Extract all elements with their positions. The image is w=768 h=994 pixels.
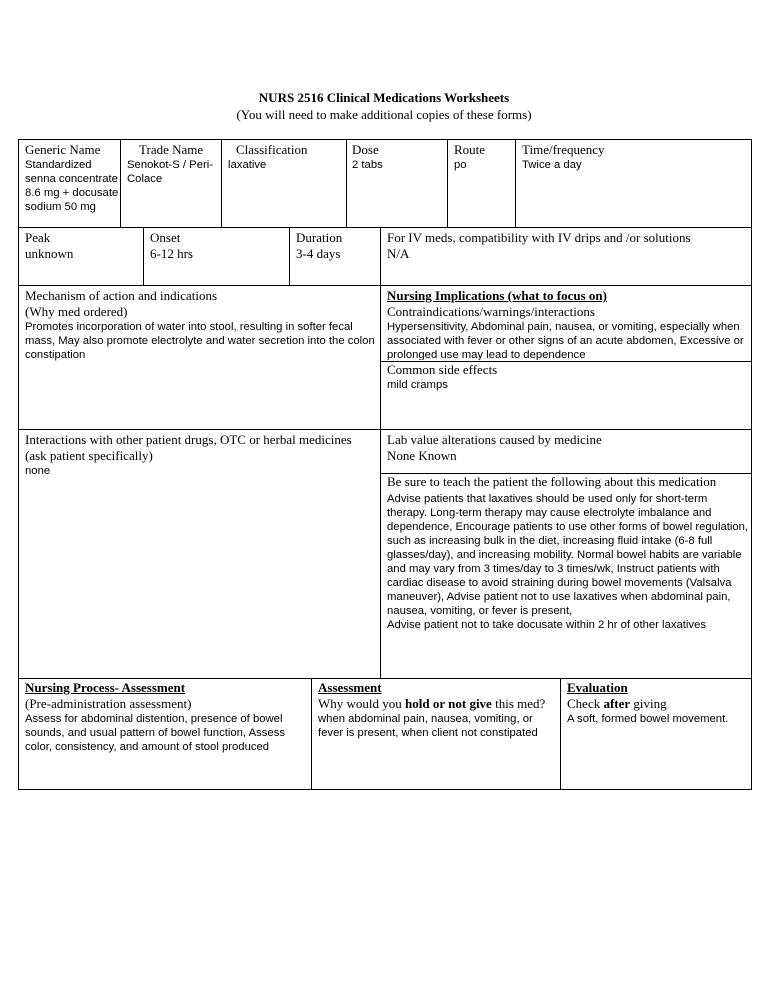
evaluation-value: A soft, formed bowel movement. <box>567 713 729 725</box>
classification-value: laxative <box>228 159 267 171</box>
interactions-label: Interactions with other patient drugs, OTC or herbal medicines (ask patient specifically) <box>25 432 352 463</box>
contraindications-value: Hypersensitivity, Abdominal pain, nausea, or vomiting, especially when associated with fever or other signs of an acute abdomen, Excessive or prolonged use may lead to dependence <box>387 321 744 360</box>
assessment-question-bold: hold or not give <box>405 696 492 711</box>
evaluation-cell <box>560 678 752 790</box>
route-label: Route <box>454 142 486 157</box>
mechanism-value: Promotes incorporation of water into stool, resulting in softer fecal mass, May also promote electrolyte and water secretion into the colon <box>25 321 375 347</box>
nursing-process-sublabel: (Pre-administration assessment) <box>25 696 192 711</box>
mechanism-cell <box>18 285 381 430</box>
patient-teaching-value-2: Advise patient not to take docusate within 2 hr of other laxatives <box>387 619 707 631</box>
contraindications-label: Contraindications/warnings/interactions <box>387 304 595 319</box>
indication-value: constipation <box>25 349 86 361</box>
patient-teaching-value: Advise patients that laxatives should be used only for short-term therapy. Long-term therapy may cause electrolyte imbalance and dependence, Encourage patients to use other forms of bowel regulation, such as increasing bulk in the diet, increasing fluid intake (6-8 full glasses/day), and increasing mobility. Normal bowel habits are variable and may vary from 3 times/day to 3 times/wk, Instruct patients with cardiac disease to avoid straining during bowel movements (Valsalva maneuver), Advise patient not to use laxatives when abdominal pain, nausea, vomiting, or fever is present, <box>387 493 749 617</box>
lab-alterations-label: Lab value alterations caused by medicine <box>387 432 602 447</box>
iv-compatibility-value: N/A <box>387 246 410 261</box>
mechanism-label: Mechanism of action and indications <box>25 288 218 303</box>
duration-value: 3-4 days <box>296 246 341 261</box>
nursing-process-cell <box>18 678 312 790</box>
peak-value: unknown <box>25 246 74 261</box>
trade-name-label: Trade Name <box>139 142 204 157</box>
side-effects-value: mild cramps <box>387 379 448 391</box>
time-frequency-cell <box>515 139 752 228</box>
interactions-cell <box>18 429 381 679</box>
time-frequency-value: Twice a day <box>522 159 582 171</box>
evaluation-check-pre: Check <box>567 696 604 711</box>
side-effects-label: Common side effects <box>387 362 498 377</box>
generic-name-label: Generic Name <box>25 142 101 157</box>
iv-compatibility-cell <box>380 227 752 286</box>
generic-name-value: Standardized senna concentrate 8.6 mg + docusate sodium 50 mg <box>25 159 119 213</box>
lab-alterations-value: None Known <box>387 448 457 463</box>
interactions-value: none <box>25 465 51 477</box>
iv-compatibility-label: For IV meds, compatibility with IV drips and /or solutions <box>387 230 691 245</box>
side-effects-cell <box>380 361 752 430</box>
route-value: po <box>454 159 467 171</box>
dose-cell <box>346 139 448 228</box>
evaluation-label: Evaluation <box>567 680 628 695</box>
page-title: NURS 2516 Clinical Medications Worksheets <box>258 90 510 105</box>
onset-cell <box>143 227 290 286</box>
dose-value: 2 tabs <box>352 159 383 171</box>
onset-label: Onset <box>150 230 181 245</box>
peak-cell <box>18 227 144 286</box>
route-cell <box>447 139 516 228</box>
patient-teaching-cell <box>380 473 752 679</box>
duration-label: Duration <box>296 230 343 245</box>
trade-name-cell <box>120 139 222 228</box>
nursing-implications-cell <box>380 285 752 362</box>
evaluation-check <box>567 696 749 712</box>
assessment-question <box>318 696 556 712</box>
assessment-label: Assessment <box>318 680 382 695</box>
time-frequency-label: Time/frequency <box>522 142 605 157</box>
lab-alterations-cell <box>380 429 752 474</box>
patient-teaching-label: Be sure to teach the patient the following about this medication <box>387 474 717 489</box>
nursing-process-value: Assess for abdominal distention, presence of bowel sounds, and usual pattern of bowel function, Assess color, consistency, and amount of stool produced <box>25 713 285 753</box>
generic-name-cell <box>18 139 121 228</box>
duration-cell <box>289 227 381 286</box>
mechanism-sublabel: (Why med ordered) <box>25 304 128 319</box>
assessment-question-pre: Why would you <box>318 696 406 711</box>
nursing-process-label: Nursing Process- Assessment <box>25 680 186 695</box>
assessment-value: when abdominal pain, nausea, vomiting, or fever is present, when client not constipated <box>318 713 538 739</box>
peak-label: Peak <box>25 230 51 245</box>
evaluation-check-bold: after <box>603 696 631 711</box>
classification-label: Classification <box>236 142 308 157</box>
evaluation-check-post: giving <box>630 696 667 711</box>
dose-label: Dose <box>352 142 379 157</box>
nursing-implications-label: Nursing Implications (what to focus on) <box>387 288 607 303</box>
assessment-question-post: this med? <box>491 696 546 711</box>
page-subtitle: (You will need to make additional copies of these forms) <box>236 107 532 122</box>
assessment-cell <box>311 678 561 790</box>
onset-value: 6-12 hrs <box>150 246 193 261</box>
classification-cell <box>221 139 347 228</box>
trade-name-value: Senokot-S / Peri-Colace <box>127 159 214 185</box>
